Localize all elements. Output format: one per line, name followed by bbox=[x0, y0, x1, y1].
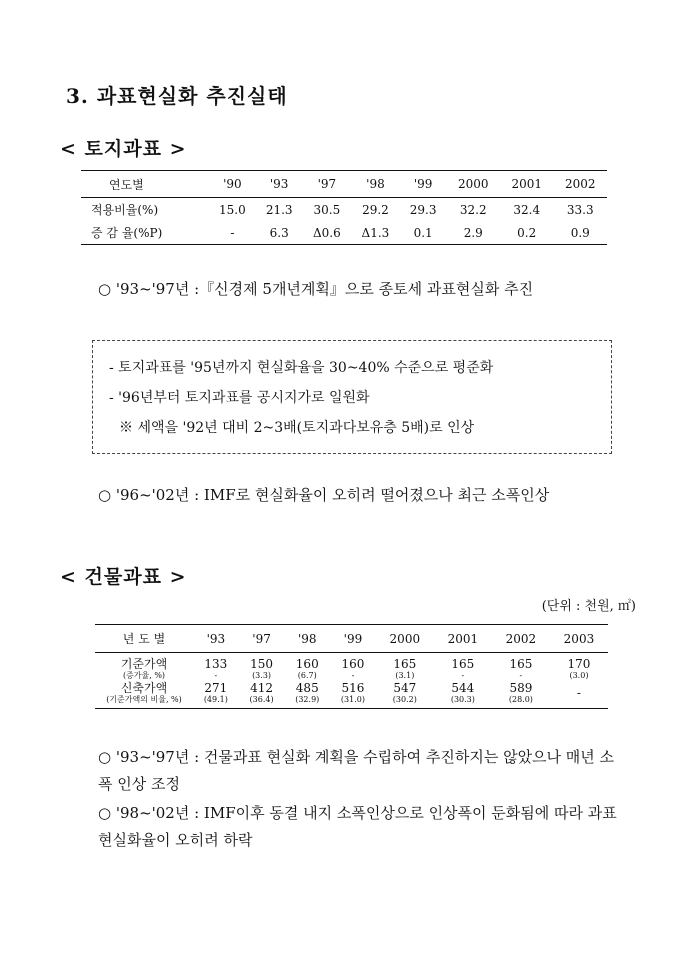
building-row-sublabel: (증가율, %) bbox=[122, 671, 166, 680]
building-value: 271 bbox=[204, 681, 228, 695]
land-row-label: 증 감 율(%P) bbox=[91, 226, 163, 240]
building-subvalue: (6.7) bbox=[297, 671, 317, 680]
building-subvalue: (3.3) bbox=[252, 671, 272, 680]
building-cell bbox=[239, 653, 285, 682]
building-cell bbox=[376, 653, 434, 682]
building-table-header-row bbox=[95, 625, 608, 653]
land-year: '97 bbox=[303, 171, 352, 198]
land-bullet-2: ○ '96~'02년 : IMF로 현실화율이 오히려 떨어졌으나 최근 소폭인상 bbox=[98, 486, 550, 504]
building-bullet-2: ○ '98~'02년 : IMF이후 동결 내지 소폭인상으로 인상폭이 둔화됨에 따라 과표현실화율이 오히려 하락 bbox=[98, 804, 617, 849]
building-value: 165 bbox=[509, 657, 533, 671]
building-subvalue: (30.2) bbox=[392, 695, 417, 704]
building-subvalue: (3.0) bbox=[569, 671, 589, 680]
building-cell bbox=[239, 681, 285, 709]
building-value: - bbox=[576, 686, 581, 700]
building-cell bbox=[550, 653, 608, 682]
building-cell bbox=[434, 681, 492, 709]
building-value: 170 bbox=[567, 657, 591, 671]
building-table-row bbox=[95, 653, 608, 682]
building-cell bbox=[434, 653, 492, 682]
building-value: 150 bbox=[250, 657, 273, 671]
land-note-box bbox=[92, 340, 612, 454]
building-row-label-cell bbox=[95, 653, 193, 682]
land-cell: 2.9 bbox=[463, 225, 483, 240]
building-cell bbox=[284, 653, 330, 682]
land-year: '90 bbox=[209, 171, 256, 198]
land-cell: 6.3 bbox=[269, 225, 289, 240]
building-cell bbox=[492, 653, 550, 682]
building-cell bbox=[284, 681, 330, 709]
building-value: 485 bbox=[295, 681, 319, 695]
building-table-header-label: 년 도 별 bbox=[95, 625, 193, 653]
building-year: 2001 bbox=[434, 625, 492, 653]
building-subvalue: (31.0) bbox=[340, 695, 365, 704]
building-subvalue: - bbox=[351, 671, 355, 680]
land-cell: 0.9 bbox=[570, 225, 590, 240]
building-cell bbox=[330, 681, 376, 709]
building-cell bbox=[550, 681, 608, 709]
building-value: 165 bbox=[451, 657, 475, 671]
building-year: 2002 bbox=[492, 625, 550, 653]
land-note-line: - 토지과표를 '95년까지 현실화율을 30~40% 수준으로 평준화 bbox=[109, 360, 494, 376]
building-table-row bbox=[95, 681, 608, 709]
building-year: 2003 bbox=[550, 625, 608, 653]
land-section-heading: < 토지과표 > bbox=[60, 138, 187, 160]
building-subvalue: - bbox=[519, 671, 523, 680]
land-cell: 32.2 bbox=[459, 202, 487, 217]
page-title: 3. 과표현실화 추진실태 bbox=[66, 84, 288, 108]
land-cell: 0.2 bbox=[517, 225, 537, 240]
building-subvalue: (49.1) bbox=[203, 695, 228, 704]
land-cell: 33.3 bbox=[566, 202, 594, 217]
building-row-label: 신축가액 bbox=[120, 681, 168, 695]
land-cell: 32.4 bbox=[513, 202, 541, 217]
land-cell: - bbox=[230, 225, 235, 240]
building-subvalue: - bbox=[461, 671, 465, 680]
building-section-heading: < 건물과표 > bbox=[60, 566, 187, 588]
land-year: 2002 bbox=[553, 171, 607, 198]
building-subvalue: (28.0) bbox=[508, 695, 533, 704]
building-cell bbox=[193, 653, 239, 682]
building-value: 547 bbox=[393, 681, 417, 695]
building-row-label-cell bbox=[95, 681, 193, 709]
building-year: 2000 bbox=[376, 625, 434, 653]
building-value: 412 bbox=[250, 681, 273, 695]
land-cell: 29.3 bbox=[409, 202, 437, 217]
building-year: '98 bbox=[284, 625, 330, 653]
building-subvalue: - bbox=[214, 671, 218, 680]
building-row-label: 기준가액 bbox=[120, 657, 168, 671]
building-row-sublabel: (기준가액의 비율, %) bbox=[106, 695, 182, 704]
building-value: 544 bbox=[451, 681, 475, 695]
land-cell: Δ0.6 bbox=[312, 225, 341, 240]
land-cell: 29.2 bbox=[362, 202, 389, 217]
land-cell: Δ1.3 bbox=[361, 225, 390, 240]
building-subvalue: (30.3) bbox=[450, 695, 475, 704]
land-year: 2000 bbox=[447, 171, 500, 198]
building-year: '99 bbox=[330, 625, 376, 653]
building-cell bbox=[330, 653, 376, 682]
land-cell: 0.1 bbox=[413, 225, 433, 240]
land-year: '93 bbox=[256, 171, 303, 198]
building-subvalue: (3.1) bbox=[395, 671, 415, 680]
building-value: 160 bbox=[341, 657, 365, 671]
building-table bbox=[95, 624, 608, 709]
land-table-row bbox=[81, 221, 607, 245]
land-cell: 30.5 bbox=[313, 202, 341, 217]
land-table-header-label: 연도별 bbox=[81, 171, 209, 198]
land-note-line: - '96년부터 토지과표를 공시지가로 일원화 bbox=[109, 390, 370, 406]
building-value: 165 bbox=[393, 657, 417, 671]
land-table bbox=[81, 170, 607, 245]
building-value: 133 bbox=[204, 657, 228, 671]
building-value: 160 bbox=[295, 657, 319, 671]
building-year: '97 bbox=[239, 625, 285, 653]
building-bullet-1: ○ '93~'97년 : 건물과표 현실화 계획을 수립하여 추진하지는 않았으나 매년 소폭 인상 조정 bbox=[98, 748, 615, 793]
land-note-line: ※ 세액을 '92년 대비 2~3배(토지과다보유층 5배)로 인상 bbox=[119, 420, 475, 436]
land-bullet-1: ○ '93~'97년 :『신경제 5개년계획』으로 종토세 과표현실화 추진 bbox=[98, 280, 534, 298]
building-cell bbox=[376, 681, 434, 709]
land-year: 2001 bbox=[500, 171, 553, 198]
building-subvalue: (32.9) bbox=[295, 695, 320, 704]
land-table-header-row bbox=[81, 171, 607, 198]
land-table-row bbox=[81, 198, 607, 222]
land-row-label: 적용비율(%) bbox=[91, 203, 159, 217]
building-unit-note: (단위 : 천원, ㎡) bbox=[541, 599, 636, 614]
land-cell: 21.3 bbox=[265, 202, 293, 217]
building-subvalue: (36.4) bbox=[249, 695, 274, 704]
building-year: '93 bbox=[193, 625, 239, 653]
building-value: 516 bbox=[341, 681, 365, 695]
land-cell: 15.0 bbox=[219, 202, 246, 217]
land-year: '98 bbox=[351, 171, 400, 198]
land-year: '99 bbox=[400, 171, 447, 198]
building-cell bbox=[492, 681, 550, 709]
building-cell bbox=[193, 681, 239, 709]
building-value: 589 bbox=[509, 681, 533, 695]
